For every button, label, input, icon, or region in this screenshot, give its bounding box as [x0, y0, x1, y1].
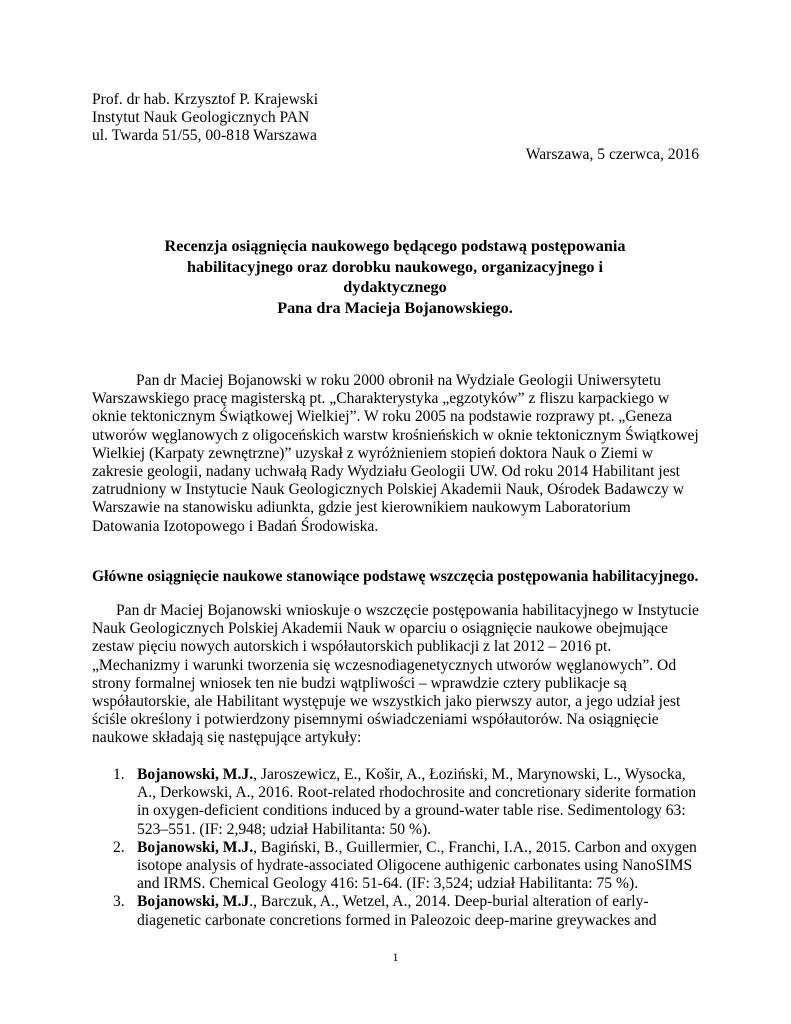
paragraph-line: zestaw pięciu nowych autorskich i współautorskich publikacji z lat 2012 – 2016 pt.: [92, 638, 612, 656]
article-line: [137, 893, 703, 911]
paragraph-line: Warszawie na stanowisku adiunkta, gdzie jest kierownikiem naukowym Laboratorium: [92, 499, 631, 517]
lead-author: Bojanowski, M.J.: [137, 766, 254, 783]
paragraph-line: Pan dr Maciej Bojanowski wnioskuje o wszczęcie postępowania habilitacyjnego w Instytucie: [116, 602, 699, 619]
title-line: dydaktycznego: [343, 278, 447, 296]
sender-address: ul. Twarda 51/55, 00-818 Warszawa: [92, 127, 317, 145]
title-line: Recenzja osiągnięcia naukowego będącego podstawą postępowania: [164, 237, 626, 255]
article-line: isotope analysis of hydrate-associated Oligocene authigenic carbonates using NanoSIMS: [137, 857, 693, 875]
lead-author: Bojanowski, M.J: [137, 893, 250, 911]
list-number: 1.: [113, 766, 125, 783]
intro-paragraph: [92, 372, 698, 536]
article-line: and IRMS. Chemical Geology 416: 51-64. (IF: 3,524; udział Habilitanta: 75 %).: [137, 875, 639, 893]
sender-institution: Instytut Nauk Geologicznych PAN: [92, 109, 310, 127]
paragraph-line: zakresie geologii, nadany uchwałą Rady Wydziału Geologii UW. Od roku 2014 Habilitant jest: [92, 463, 681, 481]
article-text: ., Barczuk, A., Wetzel, A., 2014. Deep-burial alteration of early-: [249, 893, 649, 911]
list-number: 2.: [113, 838, 125, 856]
sender-name: Prof. dr hab. Krzysztof P. Krajewski: [92, 91, 319, 108]
list-item: [113, 893, 703, 929]
paragraph-line: Datowania Izotopowego i Badań Środowiska.: [92, 517, 379, 535]
paragraph-line: utworów węglanowych z oligoceńskich warstw krośnieńskich w oknie tektonicznym Świątkowej: [92, 426, 699, 444]
paragraph-line: Nauk Geologicznych Polskiej Akademii Nauk w oparciu o osiągnięcie naukowe obejmujące: [92, 620, 668, 638]
paragraph-line: Warszawskiego pracę magisterską pt. „Charakterystyka „egzotyków” z fliszu karpackiego w: [92, 390, 670, 408]
paragraph-line: współautorskie, ale Habilitant występuje we wszystkich jako pierwszy autor, a jego udział jest: [92, 693, 681, 711]
section-heading: Główne osiągnięcie naukowe stanowiące podstawę wszczęcia postępowania habilitacyjnego.: [92, 568, 699, 585]
lead-author: Bojanowski, M.J.: [137, 838, 254, 856]
paragraph-line: naukowe składają się następujące artykuły:: [92, 729, 362, 747]
list-item: [113, 766, 703, 839]
article-line: A., Derkowski, A., 2016. Root-related rhodochrosite and concretionary siderite formation: [137, 784, 697, 802]
list-number: 3.: [113, 893, 125, 911]
article-line: diagenetic carbonate concretions formed in Paleozoic deep-marine greywackes and: [137, 911, 657, 929]
paragraph-line: Wielkiej (Karpaty zewnętrzne)” uzyskał z wyróżnieniem stopień doktora Nauk o Ziemi w: [92, 444, 653, 462]
title-line: habilitacyjnego oraz dorobku naukowego, organizacyjnego i: [186, 257, 604, 276]
article-line: [137, 839, 703, 857]
article-text: , Bagiński, B., Guillermier, C., Franchi, I.A., 2015. Carbon and oxygen: [253, 838, 697, 856]
paragraph-line: Pan dr Maciej Bojanowski w roku 2000 obronił na Wydziale Geologii Uniwersytetu: [136, 372, 661, 389]
list-item: [113, 839, 703, 894]
page-number: 1: [392, 950, 399, 964]
sender-block: [92, 91, 318, 146]
article-line: in oxygen-deficient conditions induced by a ground-water table rise. Sedimentology 63:: [137, 802, 686, 820]
article-line: [137, 766, 703, 784]
main-paragraph: [92, 602, 698, 748]
paragraph-line: oknie tektonicznym Świątkowej Wielkiej”. W roku 2005 na podstawie rozprawy pt. „Geneza: [92, 408, 673, 426]
paragraph-line: „Mechanizmy i warunki tworzenia się wczesnodiagenetycznych utworów węglanowych”. Od: [92, 656, 677, 674]
letter-date: Warszawa, 5 czerwca, 2016: [525, 146, 699, 163]
articles-list: [113, 766, 703, 930]
article-text: , Jaroszewicz, E., Košir, A., Łoziński, M., Marynowski, L., Wysocka,: [253, 766, 686, 783]
article-line: 523–551. (IF: 2,948; udział Habilitanta: 50 %).: [137, 820, 432, 838]
document-title: [92, 236, 698, 318]
paragraph-line: ściśle określony i potwierdzony pisemnymi oświadczeniami współautorów. Na osiągnięcie: [92, 711, 659, 729]
paragraph-line: strony formalnej wniosek ten nie budzi wątpliwości – wprawdzie cztery publikacje są: [92, 674, 627, 692]
title-line: Pana dra Macieja Bojanowskiego.: [277, 298, 513, 317]
paragraph-line: zatrudniony w Instytucie Nauk Geologicznych Polskiej Akademii Nauk, Ośrodek Badawczy w: [92, 481, 684, 499]
